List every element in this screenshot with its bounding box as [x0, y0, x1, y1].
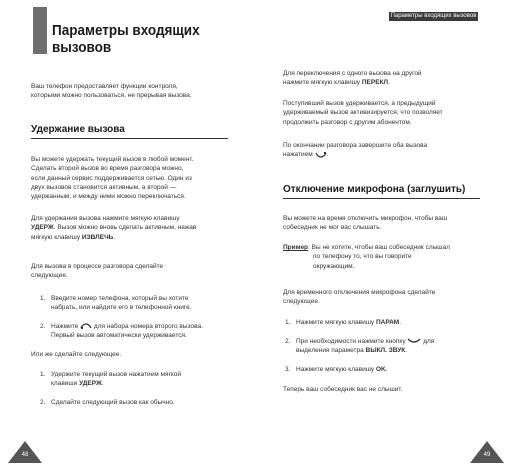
end-paragraph	[283, 141, 483, 160]
hold-paragraph-2	[31, 214, 231, 242]
end-key-icon	[315, 151, 327, 158]
navigation-down-icon	[407, 338, 421, 344]
step1-line2: набрать, или найдите его в телефонной книге.	[51, 304, 192, 312]
end-line2	[283, 150, 483, 159]
mute-step-1-text	[296, 318, 486, 327]
mstep2-for: для	[423, 338, 435, 345]
chapter-title-line2: вызовов	[52, 39, 112, 56]
key-switch: ПЕРЕКЛ	[361, 79, 389, 87]
page-number-right: 49	[483, 452, 491, 458]
step-number: 1.	[40, 295, 46, 302]
step-number: 2.	[40, 323, 46, 330]
intro-line2: которыми можно пользоваться, не прерывая вызова.	[31, 92, 192, 100]
alt-step-2-text: Сделайте следующий вызов как обычно.	[51, 399, 175, 406]
mstep2-line2	[296, 346, 486, 355]
alt1-line2	[51, 379, 231, 388]
switch-line2-prefix: нажмите мягкую клавишу	[283, 79, 362, 87]
hold-line4: двух вызовов становится активным, а второй —	[31, 183, 177, 191]
hold-line1: Вы можете удержать текущий вызов в любой момент.	[31, 156, 194, 163]
mstep2-prefix: При необходимости нажмите кнопку	[296, 338, 406, 345]
hold2-mid: . Вызов можно вновь сделать активным, нажав	[53, 224, 197, 232]
step-number: 1.	[285, 319, 291, 326]
mstep2-end: .	[405, 347, 408, 355]
mute-step-2-text	[296, 337, 486, 356]
example-line1	[283, 243, 488, 252]
mute-paragraph	[283, 214, 483, 233]
step-2-text	[51, 322, 231, 341]
alt1-end: .	[101, 380, 104, 388]
key-retrieve: ИЗВЛЕЧЬ	[81, 233, 114, 241]
hold2-line1: Для удержания вызова нажмите мягкую клавишу	[31, 215, 180, 222]
page-number-left: 48	[21, 452, 29, 458]
held-line3: продолжить разговор с другим абонентом.	[283, 118, 412, 126]
alt-step-1-text	[51, 370, 231, 389]
hold-line5: удержанным, и между ними можно переключаться.	[31, 193, 186, 201]
mstep2-line1	[296, 337, 486, 346]
end-end: .	[326, 151, 329, 159]
mstep2-line2-prefix: выделения параметра	[296, 347, 366, 355]
mstep1-prefix: Нажмите мягкую клавишу	[296, 319, 376, 326]
held-paragraph	[283, 99, 483, 127]
mstep3-end: .	[385, 366, 388, 373]
hold-line3: если данный сервис поддерживается сетью. Один из	[31, 174, 192, 182]
call-line2: следующее.	[31, 272, 68, 280]
example-line2: по телефону то, что вы говорите	[313, 253, 412, 261]
chapter-title-line1: Параметры входящих	[52, 22, 200, 39]
step2-line2: Первый вызов автоматически удерживается.	[51, 332, 187, 340]
key-hold-2: УДЕРЖ	[79, 380, 102, 388]
mute-step-3-text	[296, 365, 486, 374]
mstep1-end: .	[399, 319, 402, 326]
call-paragraph	[31, 262, 231, 281]
mute-line1: Вы можете на время отключить микрофон, чтобы ваш	[283, 215, 448, 222]
hold2-line3	[31, 233, 231, 242]
or-text: Или же сделайте следующее.	[31, 351, 122, 358]
switch-line1: Для переключения с одного вызова на другой	[283, 70, 422, 77]
step-number: 3.	[285, 366, 291, 373]
end-line1: По окончании разговора завершите оба вызова	[283, 142, 428, 149]
step-number: 1.	[40, 371, 46, 378]
hold-line2: Сделать второй вызов во время разговора можно,	[31, 165, 184, 173]
running-header: Параметры входящих вызовов	[390, 13, 477, 19]
intro-line1: Ваш телефон предоставляет функции контроля,	[31, 83, 178, 90]
hold2-line3-prefix: мягкую клавишу	[31, 233, 82, 241]
step2-press: Нажмите	[51, 323, 79, 330]
final-text: Теперь ваш собеседник вас не слышит.	[283, 386, 403, 393]
hold-paragraph-1	[31, 155, 231, 201]
alt1-line2-prefix: клавиши	[51, 380, 80, 388]
temp-line1: Для временного отключения микрофона сделайте	[283, 289, 436, 296]
key-mute-option: ВЫКЛ. ЗВУК	[365, 347, 406, 355]
temp-line2: следующее.	[283, 298, 320, 306]
example-line3: окружающим.	[313, 262, 355, 270]
send-key-icon	[80, 323, 92, 330]
example-label: Пример	[283, 244, 309, 251]
step2-rest: для набора номера второго вызова.	[93, 323, 203, 330]
mute-line2: собеседник не мог вас слышать.	[283, 224, 382, 232]
hold2-end: .	[113, 233, 116, 241]
step2-line1	[51, 322, 231, 331]
example-text1: : Вы не хотите, чтобы ваш собеседник слышал	[308, 244, 450, 251]
step-number: 2.	[285, 338, 291, 345]
key-options: ПАРАМ	[375, 319, 400, 326]
switch-end: .	[388, 79, 390, 87]
section-hold-heading: Удержание вызова	[31, 124, 228, 139]
alt1-line1: Удержите текущий вызов нажатием мягкой	[51, 371, 181, 378]
temp-paragraph	[283, 288, 483, 307]
switch-paragraph	[283, 69, 483, 88]
key-ok: OK	[375, 366, 386, 373]
chapter-title	[52, 22, 214, 56]
key-hold: УДЕРЖ	[31, 224, 54, 232]
hold2-line2	[31, 223, 231, 232]
section-mute-heading: Отключение микрофона (заглушить)	[283, 184, 480, 199]
switch-line2	[283, 78, 483, 87]
call-line1: Для вызова в процессе разговора сделайте	[31, 263, 164, 270]
step-number: 2.	[40, 399, 46, 406]
end-line2-text: нажатием	[283, 151, 313, 159]
held-line1: Поступивший вызов удерживается, а предыдущий	[283, 100, 436, 107]
mstep3-prefix: Нажмите мягкую клавишу	[296, 366, 376, 373]
step1-line1: Введите номер телефона, который вы хотите	[51, 295, 189, 302]
chapter-tab-marker	[33, 7, 47, 54]
step-1-text	[51, 294, 231, 313]
example-paragraph	[283, 243, 488, 271]
held-line2: удерживаемый вызов активизируется, что позволяет	[283, 109, 443, 117]
intro-paragraph	[31, 82, 231, 101]
